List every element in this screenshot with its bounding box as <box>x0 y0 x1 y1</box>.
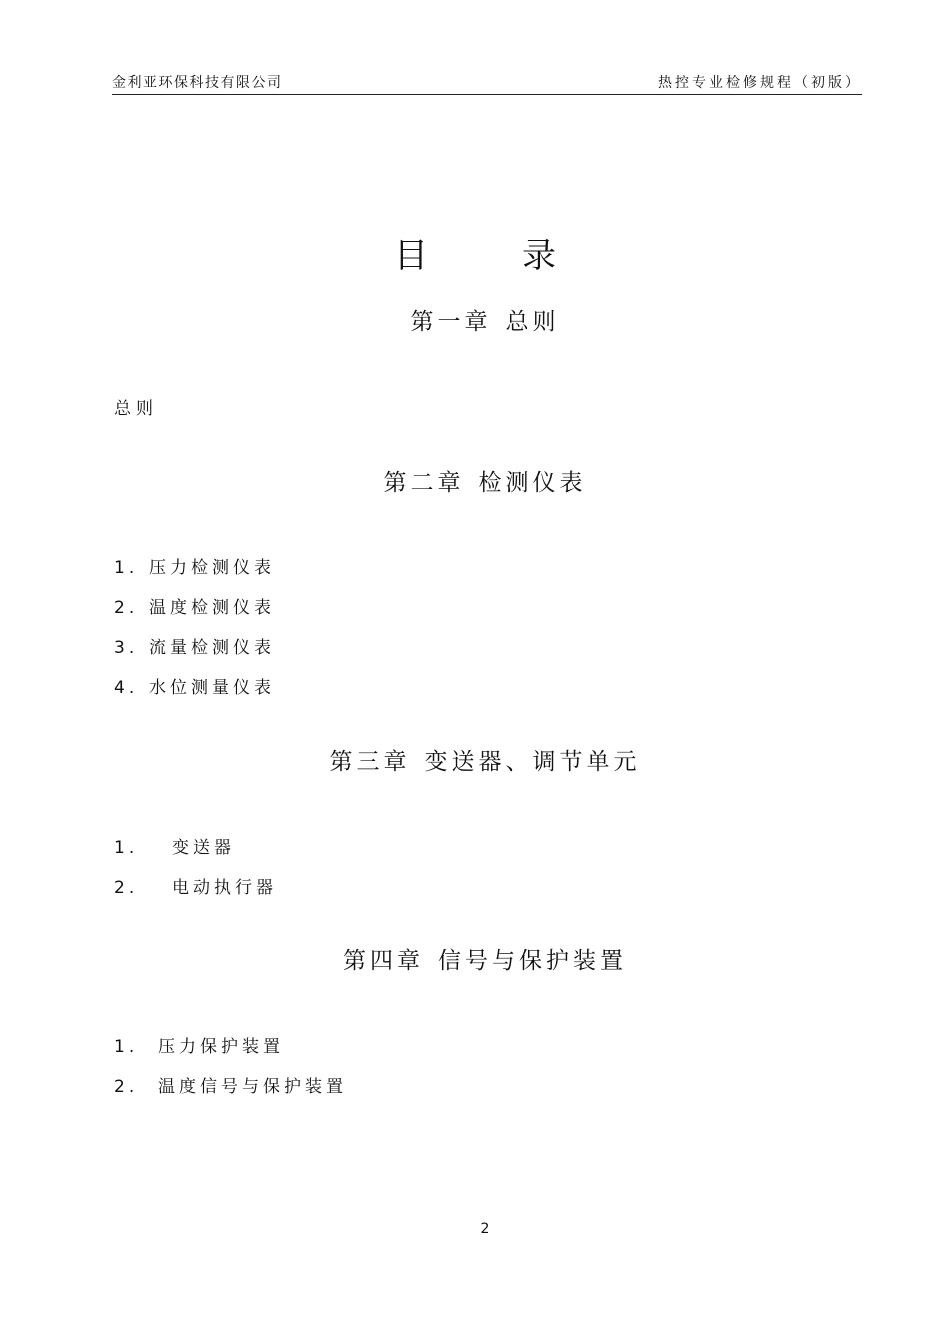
chapter-1-item-1[interactable] <box>114 394 158 419</box>
chapter-2-heading <box>0 464 950 497</box>
toc-item-text: 电动执行器 <box>172 878 277 898</box>
chapter-3-heading <box>0 743 950 776</box>
chapter-3-item-2[interactable] <box>114 873 277 898</box>
toc-item-text: 温度检测仪表 <box>149 598 275 618</box>
chapter-3-item-1[interactable] <box>114 833 235 858</box>
chapter-4-number: 第四章 <box>343 948 424 974</box>
chapter-4-name: 信号与保护装置 <box>438 948 627 974</box>
chapter-4-heading <box>0 942 950 975</box>
chapter-2-name: 检测仪表 <box>478 470 587 496</box>
header-company: 金利亚环保科技有限公司 <box>112 75 283 91</box>
chapter-2-item-3[interactable] <box>114 633 275 658</box>
chapter-1-heading <box>0 303 950 336</box>
toc-item-text: 温度信号与保护装置 <box>158 1077 347 1097</box>
page-number: 2 <box>480 1221 490 1237</box>
toc-item-text: 总则 <box>114 399 158 419</box>
toc-item-number: 1. <box>114 1037 139 1057</box>
chapter-2-item-2[interactable] <box>114 593 275 618</box>
toc-item-number: 1. <box>114 558 139 578</box>
toc-item-text: 压力保护装置 <box>158 1037 284 1057</box>
toc-item-number: 2. <box>114 598 139 618</box>
chapter-4-item-1[interactable] <box>114 1032 284 1057</box>
toc-item-number: 4. <box>114 678 139 698</box>
toc-item-number: 1. <box>114 838 139 858</box>
toc-item-number: 3. <box>114 638 139 658</box>
toc-title-left: 目 <box>394 236 428 276</box>
toc-item-text: 流量检测仪表 <box>149 638 275 658</box>
page-header <box>112 68 862 95</box>
chapter-4-item-2[interactable] <box>114 1072 347 1097</box>
toc-title <box>0 228 950 277</box>
toc-item-text: 变送器 <box>172 838 235 858</box>
chapter-3-name: 变送器、调节单元 <box>424 749 641 775</box>
header-doc-title: 热控专业检修规程（初版） <box>658 75 862 91</box>
toc-item-number: 2. <box>114 1077 139 1097</box>
toc-item-number: 2. <box>114 878 139 898</box>
toc-item-text: 压力检测仪表 <box>149 558 275 578</box>
chapter-2-item-1[interactable] <box>114 553 275 578</box>
chapter-1-number: 第一章 <box>410 309 492 335</box>
toc-item-text: 水位测量仪表 <box>149 678 275 698</box>
chapter-3-number: 第三章 <box>329 749 411 775</box>
chapter-2-number: 第二章 <box>383 470 465 496</box>
chapter-2-item-4[interactable] <box>114 673 275 698</box>
toc-title-right: 录 <box>522 236 556 276</box>
chapter-1-name: 总则 <box>505 309 560 335</box>
